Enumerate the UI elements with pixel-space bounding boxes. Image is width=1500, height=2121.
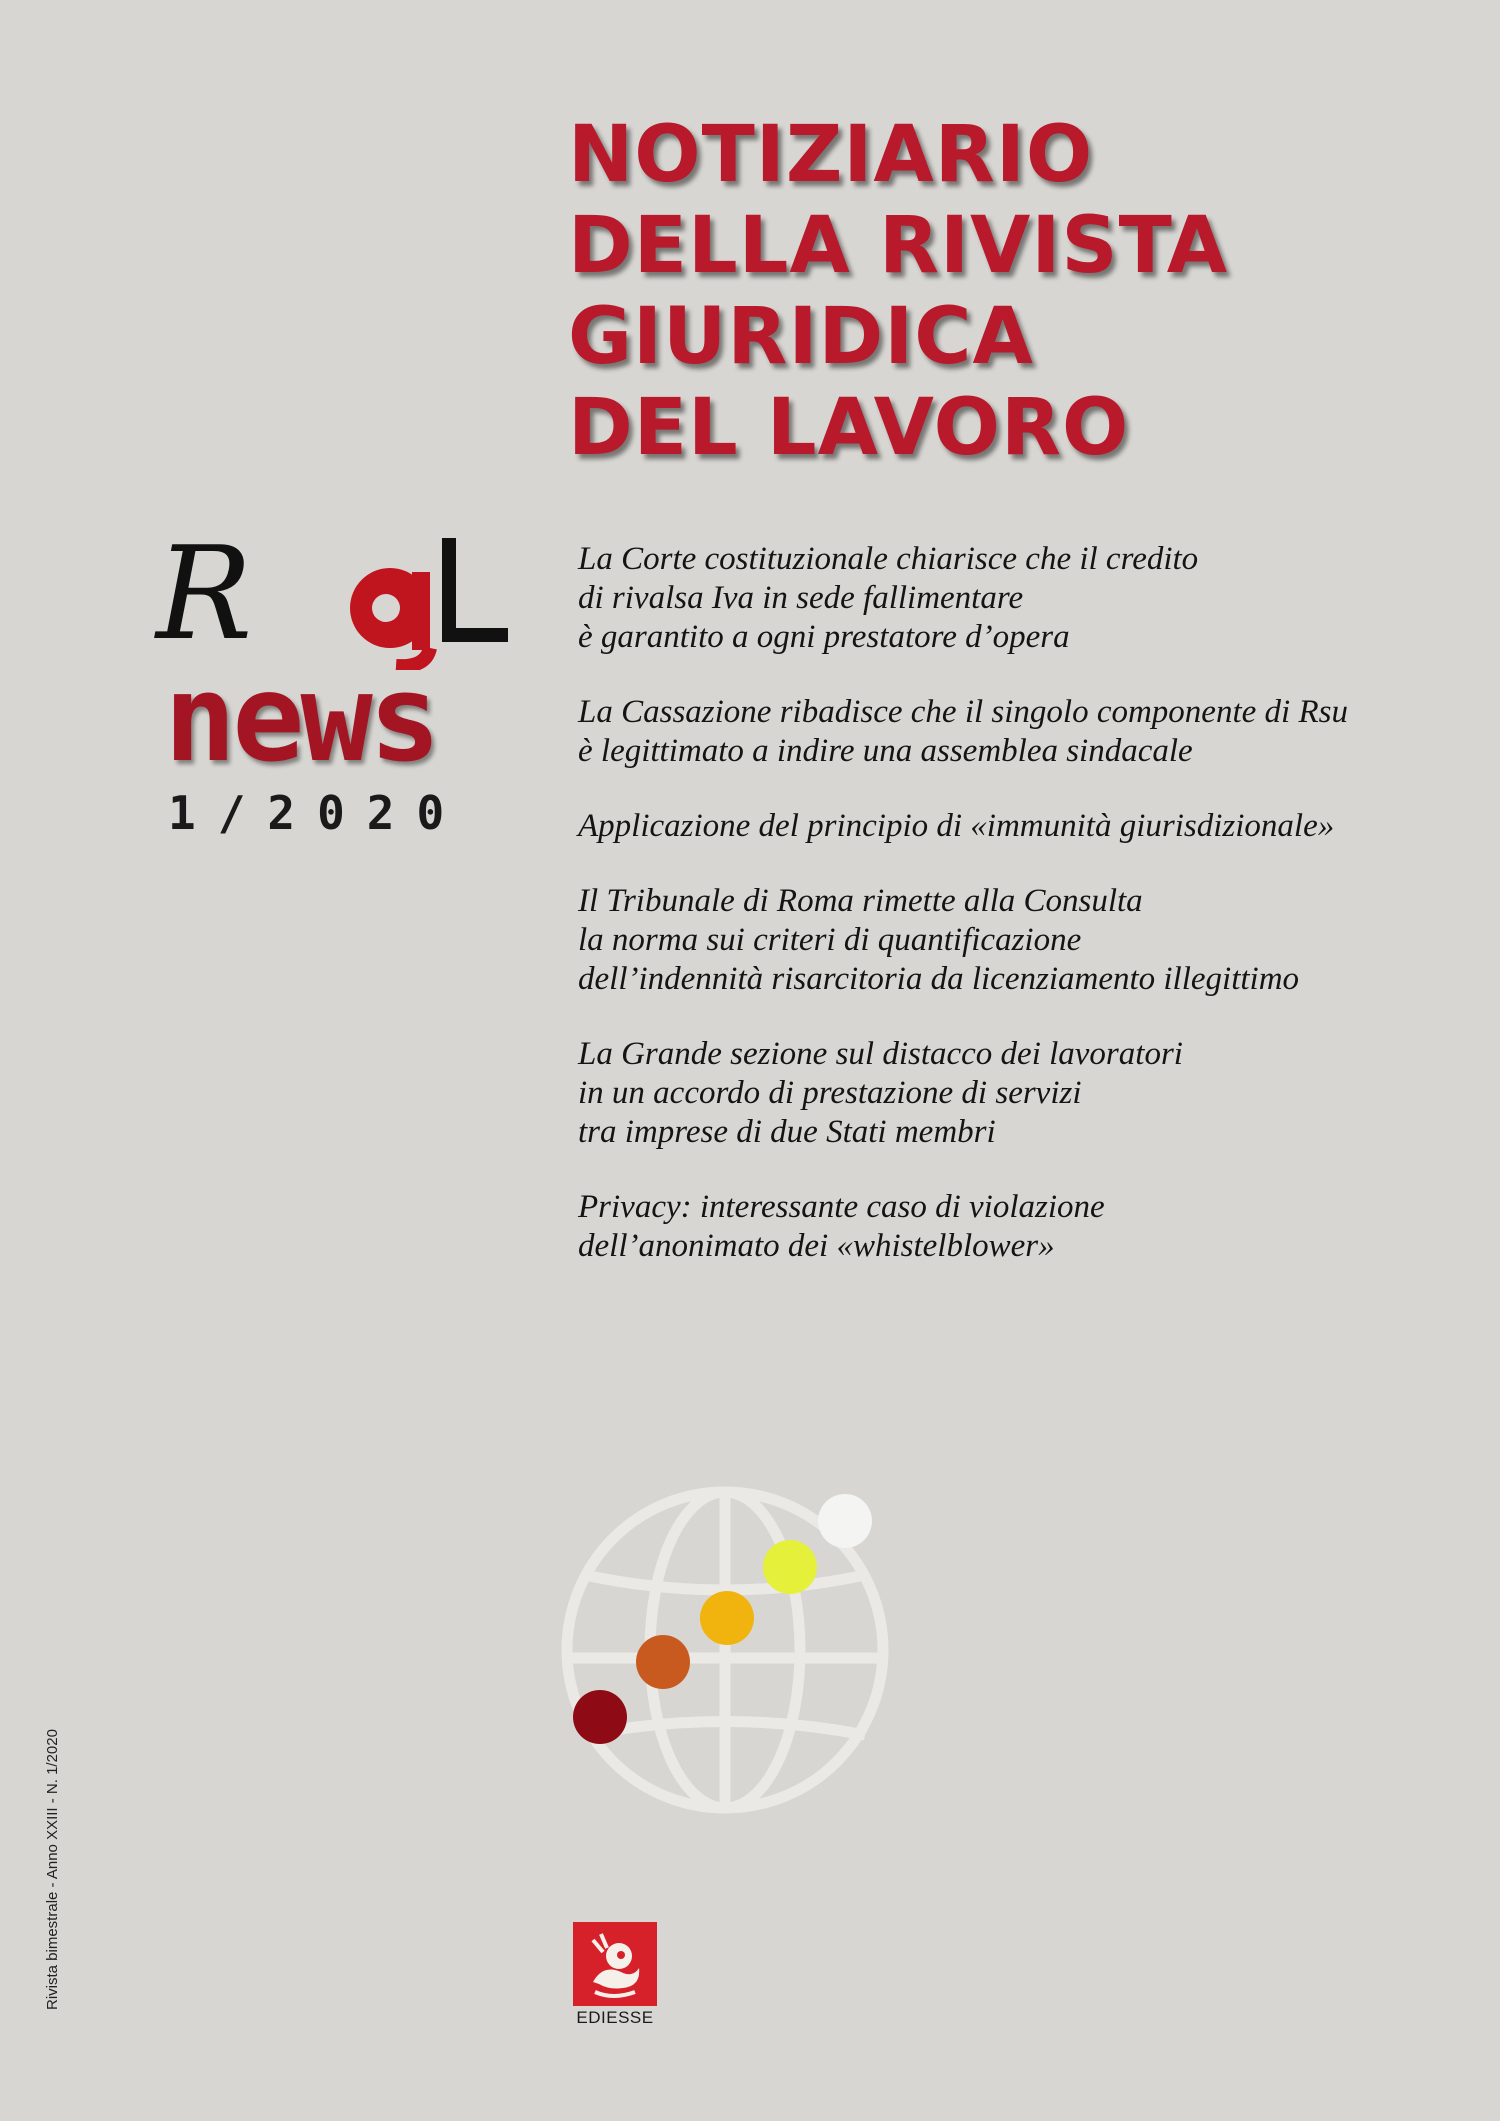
issue-number: 1/2020 — [168, 786, 467, 840]
ediesse-logo-icon — [573, 1922, 657, 2006]
publisher-block — [573, 1922, 657, 2028]
article-1 — [578, 540, 1438, 657]
article-3 — [578, 807, 1438, 846]
globe-dot-5 — [818, 1494, 872, 1548]
globe-dot-1 — [573, 1690, 627, 1744]
title-line-1: NOTIZIARIO — [568, 110, 1094, 200]
article-list — [578, 540, 1438, 1302]
publisher-name: EDIESSE — [576, 2008, 654, 2027]
article-4 — [578, 882, 1438, 999]
rgl-logo-icon — [150, 520, 520, 670]
title-line-2: DELLA RIVISTA — [568, 201, 1229, 291]
article-5 — [578, 1035, 1438, 1152]
issue-info-vertical: Rivista bimestrale - Anno XXIII - N. 1/2020 — [44, 1729, 61, 2010]
article-5-line-1: La Grande sezione sul distacco dei lavoratori — [578, 1036, 1183, 1072]
article-4-line-1: Il Tribunale di Roma rimette alla Consulta — [578, 883, 1143, 919]
article-1-line-1: La Corte costituzionale chiarisce che il credito — [578, 541, 1199, 577]
article-6-line-2: dell’anonimato dei «whistelblower» — [578, 1228, 1055, 1264]
article-6 — [578, 1188, 1438, 1266]
article-4-line-2: la norma sui criteri di quantificazione — [578, 922, 1082, 958]
globe-icon — [555, 1480, 895, 1820]
article-5-line-3: tra imprese di due Stati membri — [578, 1114, 996, 1150]
title-line-3: GIURIDICA — [568, 292, 1034, 382]
globe-dot-4 — [763, 1540, 817, 1594]
article-2-line-1: La Cassazione ribadisce che il singolo componente di Rsu — [578, 694, 1348, 730]
magazine-title — [568, 110, 1328, 474]
globe-dot-3 — [700, 1591, 754, 1645]
title-line-4: DEL LAVORO — [568, 383, 1130, 473]
article-1-line-3: è garantito a ogni prestatore d’opera — [578, 619, 1070, 655]
rgl-logo-r: R — [156, 520, 253, 669]
article-4-line-3: dell’indennità risarcitoria da licenziamento illegittimo — [578, 961, 1300, 997]
article-2 — [578, 693, 1438, 771]
rgl-news-logo — [150, 520, 520, 840]
article-2-line-2: è legittimato a indire una assemblea sindacale — [578, 733, 1193, 769]
article-3-line-1: Applicazione del principio di «immunità giurisdizionale» — [578, 808, 1335, 844]
globe-dot-2 — [636, 1635, 690, 1689]
article-5-line-2: in un accordo di prestazione di servizi — [578, 1075, 1082, 1111]
article-6-line-1: Privacy: interessante caso di violazione — [578, 1189, 1105, 1225]
article-1-line-2: di rivalsa Iva in sede fallimentare — [578, 580, 1024, 616]
logo-news-word: news — [164, 650, 437, 789]
